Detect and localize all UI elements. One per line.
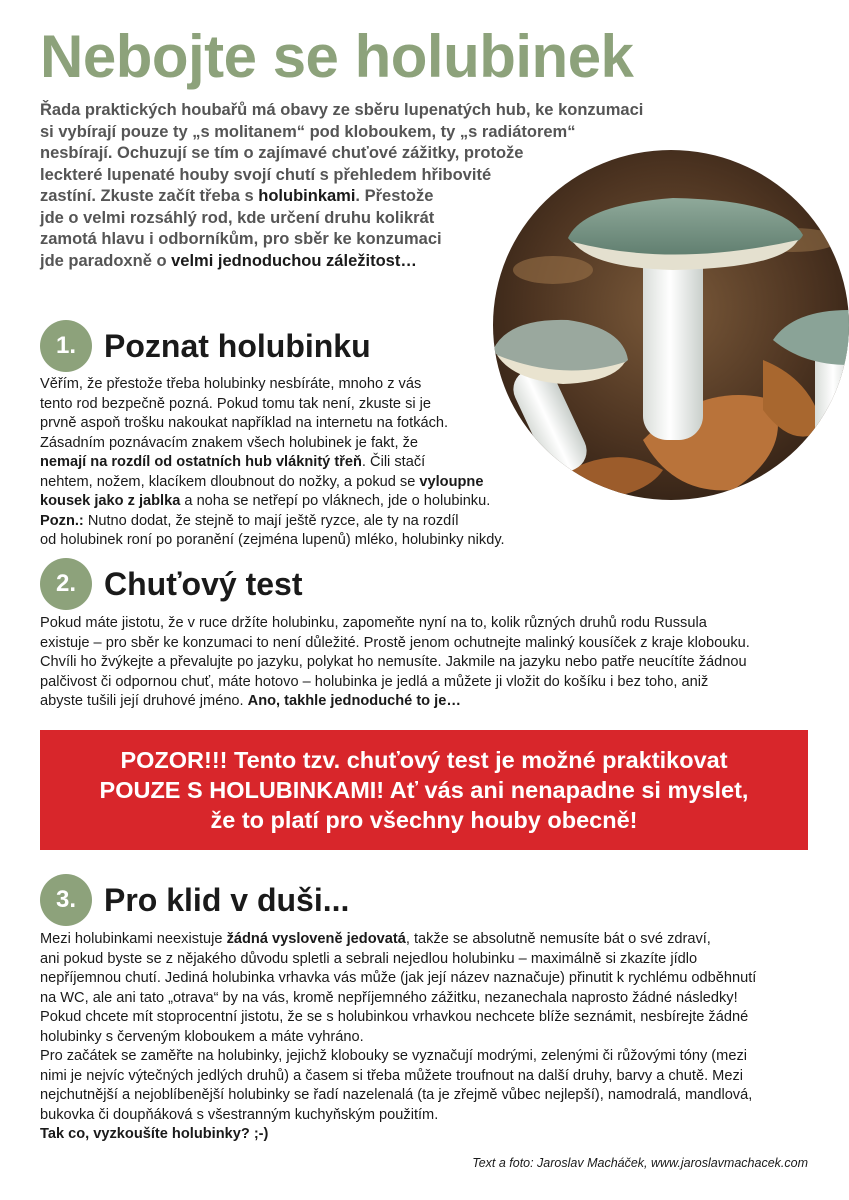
text-line: Pro začátek se zaměřte na holubinky, jejichž klobouky se vyznačují modrými, zelenými či růžovými tóny (mezi — [40, 1048, 747, 1064]
text-line: Pokud chcete mít stoprocentní jistotu, že se s holubinkou vrhavkou nechcete blíže seznámit, nesbírejte žádné — [40, 1009, 749, 1025]
section-2-text — [40, 614, 750, 712]
text-line — [40, 930, 756, 950]
text: a noha se netřepí po vláknech, jde o holubinku. — [180, 493, 491, 509]
text-line: ani pokud byste se z nějakého důvodu spletli a sebrali nejedlou holubinku – maximálně si zkazíte jídlo — [40, 950, 698, 967]
section-number-badge: 1. — [40, 320, 92, 372]
text-line: Pokud máte jistotu, že v ruce držíte holubinku, zapomeňte nyní na to, kolik různých druhů rodu Russula — [40, 615, 707, 631]
text-line: nimi je nejvíc výtečných jedlých druhů) a časem si třeba můžete troufnout na další druhy, barvy a chutě. Mezi — [40, 1067, 743, 1084]
section-3-heading — [40, 874, 349, 926]
bold-text: nemají na rozdíl od ostatních hub vláknitý třeň — [40, 454, 362, 470]
text-line: Zásadním poznávacím znakem všech holubinek je fakt, že — [40, 434, 419, 451]
text-line: prvně aspoň trošku nakoukat například na internetu na fotkách. — [40, 415, 449, 431]
warning-line: POUZE S HOLUBINKAMI! Ať vás ani nenapadne si myslet, — [99, 777, 749, 803]
text: Nutno dodat, že stejně to mají ještě ryzce, ale ty na rozdíl — [83, 512, 459, 529]
text-line — [40, 692, 750, 712]
section-number-badge: 2. — [40, 558, 92, 610]
text-line — [40, 1125, 756, 1145]
section-1-text — [40, 375, 505, 551]
text: Mezi holubinkami neexistuje — [40, 931, 227, 947]
mushroom-photo — [493, 150, 849, 500]
text: nehtem, nožem, klacíkem dloubnout do nožky, a pokud se — [40, 473, 420, 490]
intro-text: jde paradoxně o — [40, 251, 172, 270]
mushroom-illustration — [493, 150, 849, 500]
text: . Čili stačí — [361, 454, 426, 470]
intro-line: zamotá hlavu i odborníkům, pro sběr ke konzumaci — [40, 230, 442, 248]
intro-line: jde o velmi rozsáhlý rod, kde určení druhu kolikrát — [40, 208, 435, 227]
text-line — [40, 512, 505, 532]
intro-line: si vybírají pouze ty „s molitanem“ pod kloboukem, ty „s radiátorem“ — [40, 122, 576, 141]
text: abyste tušili její druhové jméno. — [40, 693, 248, 709]
intro-text: zastíní. Zkuste začít třeba s — [40, 187, 259, 205]
text-line: na WC, ale ani tato „otrava“ by na vás, kromě nepříjemného zážitku, nezanechala naprosto žádné následky! — [40, 989, 738, 1006]
intro-emphasis: velmi jednoduchou záležitost… — [171, 251, 417, 270]
text-line — [40, 492, 505, 512]
text-line: Chvíli ho žvýkejte a převalujte po jazyku, polykat ho nemusíte. Jakmile na jazyku nebo patře neucítíte žádnou — [40, 654, 747, 670]
text-line: nejchutnější a nejoblíbenější holubinky se řadí nazelenalá (ta je zřejmě vůbec nejlepší), namodralá, mandlová, — [40, 1087, 753, 1103]
text-line: palčivost či odpornou chuť, máte hotovo – holubinka je jedlá a můžete ji vložit do košíku i bez toho, aniž — [40, 673, 709, 690]
intro-line: nesbírají. Ochuzují se tím o zajímavé chuťové zážitky, protože — [40, 144, 524, 162]
text-line: nepříjemnou chutí. Jediná holubinka vrhavka vás může (jak její název naznačuje) přinutit k rychlému odběhnutí — [40, 970, 757, 986]
text-line — [40, 473, 505, 493]
section-1-heading — [40, 320, 371, 372]
intro-emphasis: holubinkami — [258, 187, 356, 205]
text-line: od holubinek roní po poranění (zejména lupenů) mléko, holubinky nikdy. — [40, 532, 505, 548]
section-title: Chuťový test — [104, 565, 303, 602]
section-3-text — [40, 930, 756, 1145]
intro-line: leckteré lupenaté houby svojí chutí s přehledem hřibovité — [40, 165, 492, 184]
section-title: Poznat holubinku — [104, 327, 371, 364]
text-line — [40, 453, 505, 473]
warning-box — [40, 730, 808, 850]
intro-text: . Přestože — [355, 187, 434, 205]
text-line: bukovka či doupňáková s všestranným kuchyňským použitím. — [40, 1106, 439, 1123]
text-line: existuje – pro sběr ke konzumaci to není důležité. Prostě jenom ochutnejte malinký kousíček z kraje klobouku. — [40, 634, 750, 651]
section-2-heading — [40, 558, 302, 610]
page-title: Nebojte se holubinek — [40, 23, 634, 90]
text: , takže se absolutně nemusíte bát o své zdraví, — [405, 931, 711, 947]
bold-text: vyloupne — [419, 473, 484, 490]
section-number-badge: 3. — [40, 874, 92, 926]
bold-text: Tak co, vyzkoušíte holubinky? ;-) — [40, 1126, 269, 1142]
photo-credit: Text a foto: Jaroslav Macháček, www.jaroslavmachacek.com — [472, 1156, 808, 1170]
text-line: tento rod bezpečně pozná. Pokud tomu tak není, zkuste si je — [40, 395, 432, 412]
bold-text: žádná vysloveně jedovatá — [226, 931, 406, 947]
intro-line: Řada praktických houbařů má obavy ze sběru lupenatých hub, ke konzumaci — [40, 101, 644, 119]
bold-text: kousek jako z jablka — [40, 493, 181, 509]
section-title: Pro klid v duši... — [104, 881, 350, 918]
text-line: holubinky s červeným kloboukem a máte vyhráno. — [40, 1028, 364, 1045]
bold-text: Pozn.: — [40, 512, 84, 529]
text-line: Věřím, že přestože třeba holubinky nesbíráte, mnoho z vás — [40, 376, 422, 392]
warning-line: že to platí pro všechny houby obecně! — [210, 807, 638, 833]
bold-text: Ano, takhle jednoduché to je… — [247, 693, 461, 709]
warning-line: POZOR!!! Tento tzv. chuťový test je možné praktikovat — [120, 747, 728, 773]
